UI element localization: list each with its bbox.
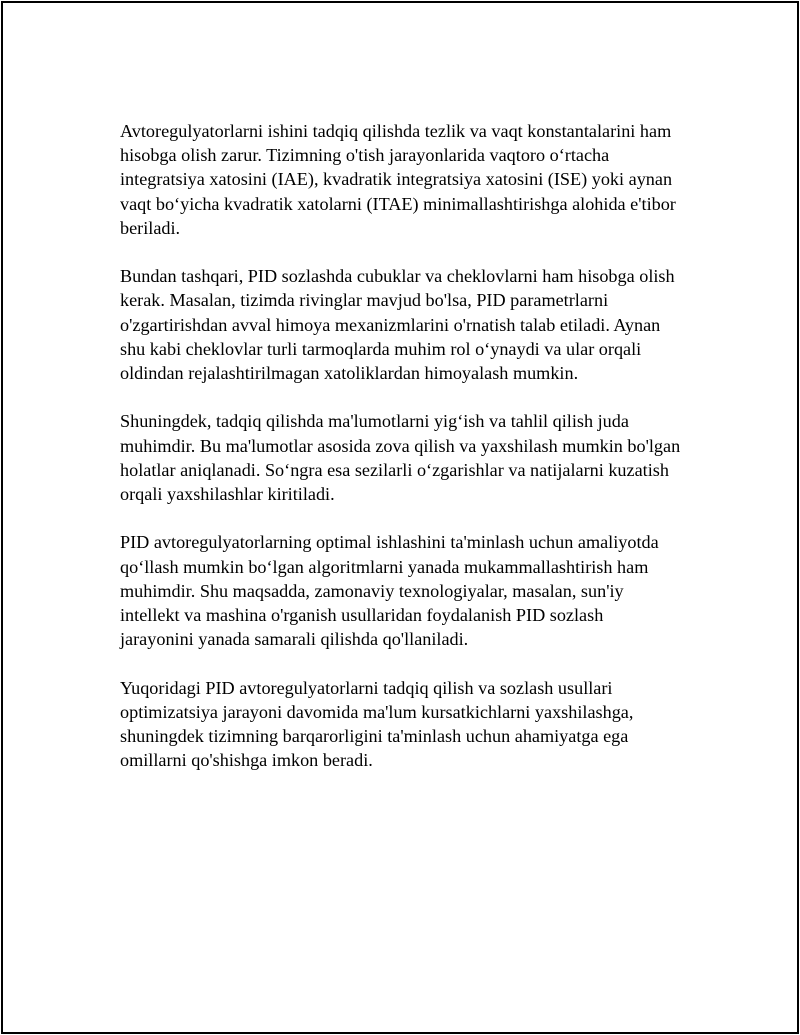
paragraph-line: o'zgartirishdan avval himoya mexanizmlarini o'rnatish talab etiladi. Aynan — [120, 314, 661, 335]
paragraph-line: qo‘llash mumkin bo‘lgan algoritmlarni yanada mukammallashtirish ham — [120, 556, 649, 577]
paragraph-line: intellekt va mashina o'rganish usullaridan foydalanish PID sozlash — [120, 605, 604, 626]
paragraph-line: integratsiya xatosini (IAE), kvadratik integratsiya xatosini (ISE) yoki aynan — [120, 169, 673, 190]
paragraph-5 — [120, 676, 700, 773]
paragraph-4 — [120, 530, 700, 651]
paragraph-line: holatlar aniqlanadi. So‘ngra esa sezilarli o‘zgarishlar va natijalarni kuzatish — [120, 459, 669, 480]
paragraph-line: Avtoregulyatorlarni ishini tadqiq qilishda tezlik va vaqt konstantalarini ham — [120, 121, 672, 141]
paragraph-line: PID avtoregulyatorlarning optimal ishlashini ta'minlash uchun amaliyotda — [120, 532, 659, 553]
paragraph-line: muhimdir. Bu ma'lumotlar asosida zova qilish va yaxshilash mumkin bo'lgan — [120, 435, 681, 456]
paragraph-line: Bundan tashqari, PID sozlashda cubuklar va cheklovlarni ham hisobga olish — [120, 266, 675, 287]
paragraph-2 — [120, 264, 700, 385]
paragraph-line: optimizatsiya jarayoni davomida ma'lum kursatkichlarni yaxshilashga, — [120, 701, 634, 722]
paragraph-3 — [120, 409, 700, 506]
paragraph-line: orqali yaxshilashlar kiritiladi. — [120, 484, 335, 505]
paragraph-line: kerak. Masalan, tizimda rivinglar mavjud bo'lsa, PID parametrlarni — [120, 290, 609, 311]
paragraph-line: Shuningdek, tadqiq qilishda ma'lumotlarni yig‘ish va tahlil qilish juda — [120, 411, 629, 432]
paragraph-line: jarayonini yanada samarali qilishda qo'llaniladi. — [120, 629, 469, 650]
paragraph-line: beriladi. — [120, 217, 181, 238]
paragraph-line: shu kabi cheklovlar turli tarmoqlarda muhim rol o‘ynaydi va ular orqali — [120, 338, 642, 359]
paragraph-line: oldindan rejalashtirilmagan xatoliklardan himoyalash mumkin. — [120, 363, 579, 384]
document-page — [1, 1, 799, 1034]
paragraph-1 — [120, 119, 700, 240]
paragraph-line: Yuqoridagi PID avtoregulyatorlarni tadqiq qilish va sozlash usullari — [120, 677, 613, 698]
paragraph-line: shuningdek tizimning barqarorligini ta'minlash uchun ahamiyatga ega — [120, 726, 629, 747]
paragraph-line: vaqt bo‘yicha kvadratik xatolarni (ITAE) minimallashtirishga alohida e'tibor — [120, 193, 676, 214]
paragraph-line: hisobga olish zarur. Tizimning o'tish jarayonlarida vaqtoro o‘rtacha — [120, 145, 610, 166]
paragraph-line: muhimdir. Shu maqsadda, zamonaviy texnologiyalar, masalan, sun'iy — [120, 580, 624, 601]
paragraph-line: omillarni qo'shishga imkon beradi. — [120, 750, 373, 771]
document-body — [120, 119, 700, 797]
